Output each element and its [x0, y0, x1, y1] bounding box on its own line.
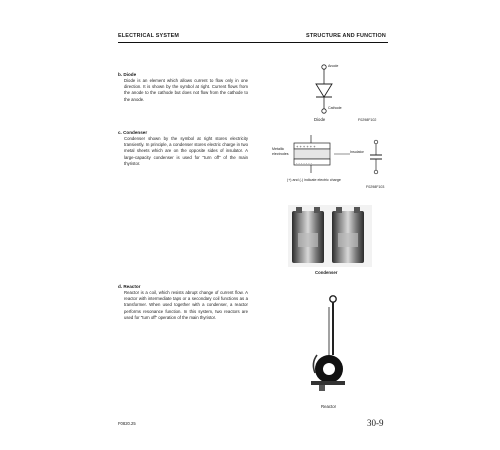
- reactor-body: Reactor is a coil, which resists abrupt change of current flow. A reactor with intermediate taps or a secondary coil functions as a transformer. When used together with a condenser, a reactor performs resonance function. In this system, two reactors are used for "turn off" operation of the main thyristor.: [124, 290, 248, 320]
- diode-anode-label: Anode: [328, 64, 339, 68]
- condenser-metallic-label-1: Metallic: [272, 147, 285, 151]
- condenser-title: c. Condenser: [118, 130, 148, 135]
- diode-body: Diode is an element which allows current to flow only in one direction. It is shown by the symbol at right. Current flows from the anode to the cathode but does not flow from the cathode to the anode.: [124, 78, 248, 102]
- reactor-photo-caption: Reactor: [321, 404, 337, 409]
- page-number: 30-9: [367, 418, 384, 428]
- header-right: STRUCTURE AND FUNCTION: [306, 33, 386, 39]
- condenser-insulator-label: Insulator: [350, 150, 364, 154]
- diode-figure-code: F0298F102: [358, 118, 377, 122]
- condenser-figure-code: F0298F103: [366, 185, 385, 189]
- diode-title: b. Diode: [118, 72, 137, 77]
- condenser-body: Condenser shown by the symbol at right stores electricity transiently. In principle, a condenser stores electric charge in two metal sheets which are on the opposite sides of insulator. A large-capacity condenser is used for "turn off" of the main thyristor.: [124, 136, 248, 166]
- svg-text:- - - - - - -: - - - - - - -: [296, 160, 312, 165]
- diode-symbol: [305, 64, 365, 124]
- diode-caption: Diode: [314, 117, 326, 122]
- condenser-charge-caption: (+) and (-) indicate electric charge: [287, 178, 341, 182]
- reactor-photo: [305, 293, 365, 403]
- footer-code: F0820.25: [118, 421, 136, 426]
- header-rule: [118, 42, 388, 43]
- diode-cathode-label: Cathode: [328, 106, 342, 110]
- condenser-photo: [288, 205, 372, 267]
- condenser-metallic-label-2: electrodes: [272, 152, 289, 156]
- header-left: ELECTRICAL SYSTEM: [118, 33, 180, 39]
- reactor-title: d. Reactor: [118, 284, 141, 289]
- condenser-photo-caption: Condenser: [315, 270, 338, 275]
- svg-text:+ + + + + +: + + + + + +: [296, 144, 316, 149]
